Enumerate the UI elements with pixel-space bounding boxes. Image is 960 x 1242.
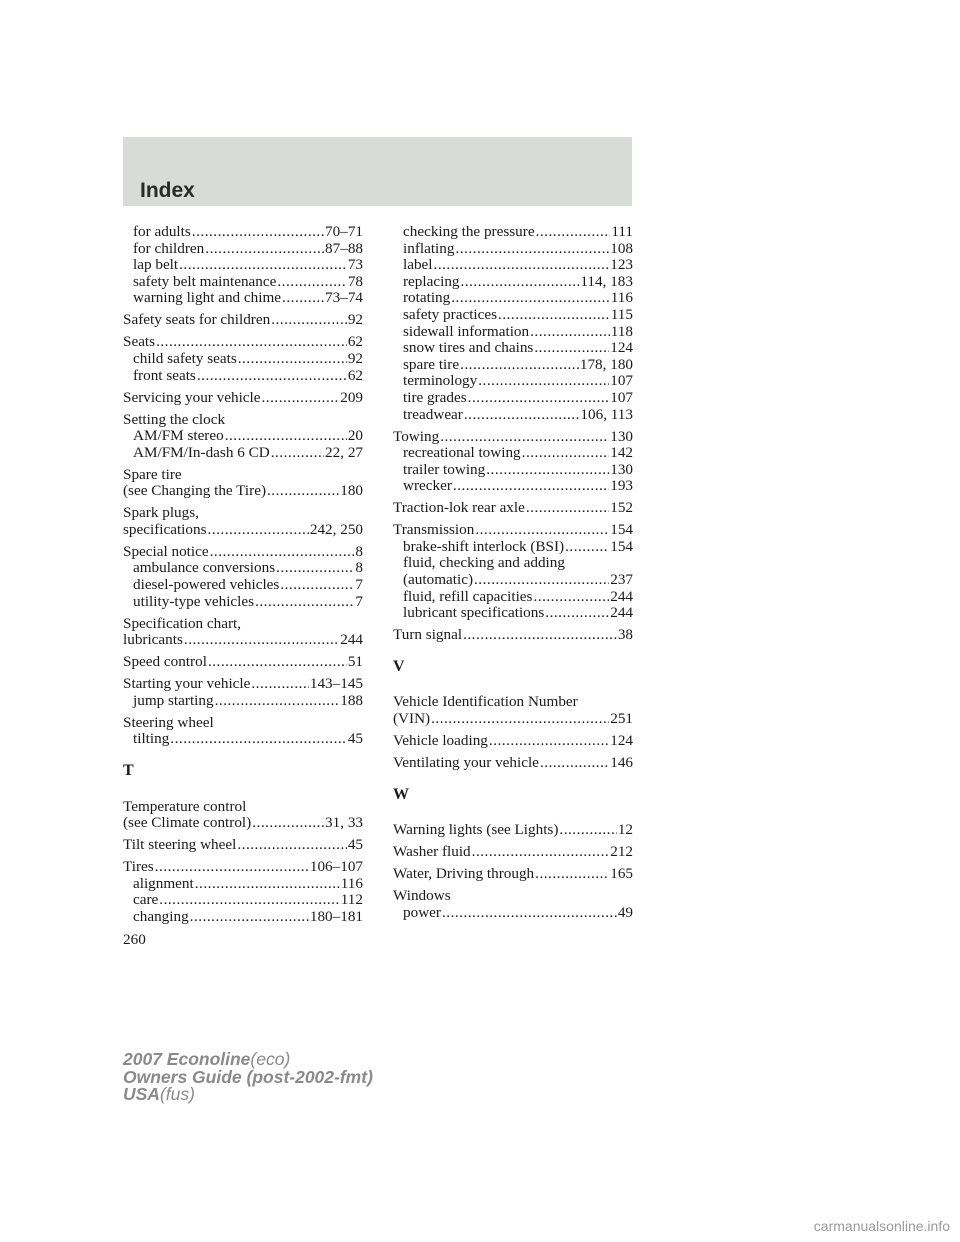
page-reference: 115	[610, 305, 633, 323]
page-reference: 7	[355, 592, 363, 610]
dot-leader	[486, 462, 609, 479]
dot-leader	[159, 892, 340, 909]
dot-leader	[267, 483, 339, 500]
index-entry	[393, 522, 633, 622]
index-entry-line	[123, 390, 363, 407]
entry-text: checking the pressure	[403, 223, 535, 240]
page-reference: 251	[610, 710, 633, 727]
page-reference: 154	[610, 537, 633, 555]
dot-leader	[251, 676, 308, 693]
entry-text: lubricants	[123, 631, 183, 649]
entry-text: spare tire	[403, 355, 460, 373]
entry-text: AM/FM/In-dash 6 CD	[133, 443, 270, 461]
index-entry	[123, 224, 363, 307]
entry-text: diesel-powered vehicles	[133, 576, 280, 594]
index-subentry-line	[393, 274, 633, 291]
index-subentry-line	[393, 373, 633, 390]
entry-text: Ventilating your vehicle	[393, 753, 539, 771]
index-entry	[123, 715, 363, 748]
dot-leader	[498, 307, 610, 324]
index-entry	[393, 733, 633, 750]
entry-text: Vehicle loading	[393, 731, 488, 749]
entry-text: child safety seats	[133, 349, 237, 367]
section-letter: V	[393, 657, 405, 675]
entry-text: alignment	[133, 874, 194, 892]
index-subentry-line	[393, 324, 633, 341]
page-reference: 152	[610, 499, 633, 517]
index-entry	[393, 500, 633, 517]
page-reference: 124	[610, 731, 633, 749]
index-subentry-line	[123, 909, 363, 926]
page-title: Index	[140, 179, 195, 202]
index-subentry-line	[123, 577, 363, 594]
page-reference: 124	[610, 339, 633, 357]
index-subentry-line	[393, 307, 633, 324]
section-letter: W	[393, 785, 409, 803]
index-subentry-line	[123, 290, 363, 307]
page-reference: 70–71	[325, 223, 363, 240]
entry-text: label	[403, 256, 433, 274]
entry-text: rotating	[403, 289, 451, 307]
index-subentry-line	[393, 390, 633, 407]
page-reference: 45	[347, 730, 363, 748]
index-subentry-line	[393, 290, 633, 307]
page-reference: 87–88	[325, 239, 363, 257]
entry-text: changing	[133, 907, 189, 925]
entry-text: warning light and chime	[133, 289, 282, 307]
page-reference: 116	[610, 289, 633, 307]
index-entry	[393, 694, 633, 727]
page-reference: 244	[610, 604, 633, 622]
entry-text: Water, Driving through	[393, 865, 535, 883]
entry-text: terminology	[403, 372, 478, 390]
page-reference: 107	[610, 372, 633, 390]
entry-text: front seats	[133, 366, 196, 384]
page-reference: 108	[610, 239, 633, 257]
dot-leader	[210, 544, 355, 561]
index-entry-line	[393, 500, 633, 517]
entry-text: snow tires and chains	[403, 339, 534, 357]
index-entry	[123, 390, 363, 407]
index-entry-line	[123, 483, 363, 500]
index-subentry-line	[123, 594, 363, 611]
dot-leader	[184, 632, 339, 649]
index-entry	[393, 429, 633, 495]
page-reference: 20	[347, 427, 363, 445]
dot-leader	[271, 445, 324, 462]
page-reference: 154	[610, 521, 633, 539]
dot-leader	[536, 224, 611, 241]
page-reference: 244	[340, 631, 363, 649]
dot-leader	[277, 274, 346, 291]
dot-leader	[179, 257, 347, 274]
entry-text: Specification chart,	[123, 614, 242, 632]
index-entry-line	[123, 312, 363, 329]
entry-text: Warning lights (see Lights)	[393, 821, 559, 839]
page-reference: 62	[347, 333, 363, 351]
index-subentry-line	[393, 224, 633, 241]
index-entry-line	[123, 799, 363, 816]
dot-leader	[540, 755, 609, 772]
index-subentry-line	[393, 539, 633, 556]
index-subentry-line	[123, 892, 363, 909]
index-entry	[393, 224, 633, 423]
index-entry-line	[123, 859, 363, 876]
entry-text: jump starting	[133, 691, 214, 709]
page-reference: 142	[610, 444, 633, 462]
index-entry-line	[123, 505, 363, 522]
entry-text: Servicing your vehicle	[123, 388, 261, 406]
page-reference: 143–145	[309, 675, 363, 693]
dot-leader	[451, 290, 610, 307]
page-reference: 12	[617, 821, 633, 839]
index-subentry-line	[393, 478, 633, 495]
dot-leader	[252, 815, 324, 832]
index-entry-line	[123, 654, 363, 671]
dot-leader	[455, 241, 609, 258]
entry-text: wrecker	[403, 477, 452, 495]
dot-leader	[156, 334, 347, 351]
index-subentry-line	[123, 274, 363, 291]
dot-leader	[440, 429, 609, 446]
dot-leader	[453, 478, 609, 495]
index-entry	[123, 505, 363, 538]
dot-leader	[276, 560, 354, 577]
dot-leader	[442, 905, 617, 922]
dot-leader	[192, 224, 324, 241]
index-entry	[393, 627, 633, 644]
page-reference: 193	[610, 477, 633, 495]
entry-text: Tilt steering wheel	[123, 836, 237, 854]
index-subentry-line	[123, 241, 363, 258]
page-reference: 8	[355, 559, 363, 577]
footer-guide: Owners Guide (post-2002-fmt)	[123, 1066, 373, 1087]
page-reference: 107	[610, 388, 633, 406]
page-reference: 165	[610, 865, 633, 883]
page-reference: 38	[617, 626, 633, 644]
entry-text: Washer fluid	[393, 843, 471, 861]
dot-leader	[262, 390, 340, 407]
dot-leader	[282, 290, 324, 307]
page-reference: 62	[347, 366, 363, 384]
index-entry	[393, 844, 633, 861]
page-number: 260	[123, 931, 146, 948]
entry-text: tilting	[133, 730, 170, 748]
page-reference: 111	[611, 223, 633, 240]
index-entry-line	[123, 676, 363, 693]
entry-text: inflating	[403, 239, 455, 257]
entry-text: Turn signal	[393, 626, 463, 644]
index-entry	[123, 859, 363, 925]
page-reference: 146	[610, 753, 633, 771]
footer-market: USA	[123, 1084, 160, 1104]
entry-text: Setting the clock	[123, 410, 226, 428]
index-entry-line	[393, 733, 633, 750]
dot-leader	[475, 522, 609, 539]
entry-text: treadwear	[403, 405, 463, 423]
index-entry-line	[123, 815, 363, 832]
index-subentry-line	[393, 445, 633, 462]
entry-text: Seats	[123, 333, 156, 351]
entry-text: utility-type vehicles	[133, 592, 255, 610]
entry-text: replacing	[403, 272, 460, 290]
dot-leader	[464, 407, 580, 424]
dot-leader	[535, 866, 609, 883]
entry-text: sidewall information	[403, 322, 530, 340]
dot-leader	[463, 627, 617, 644]
index-subentry-line	[393, 905, 633, 922]
entry-text: Traction-lok rear axle	[393, 499, 525, 517]
index-entry	[123, 334, 363, 384]
dot-leader	[431, 711, 609, 728]
index-subentry-line	[393, 241, 633, 258]
entry-text: trailer towing	[403, 460, 486, 478]
dot-leader	[468, 390, 610, 407]
entry-text: Speed control	[123, 653, 207, 671]
page-reference: 45	[347, 836, 363, 854]
entry-text: safety practices	[403, 305, 498, 323]
dot-leader	[170, 731, 347, 748]
index-entry-line	[123, 616, 363, 633]
dot-leader	[195, 876, 340, 893]
entry-text: Windows	[393, 887, 451, 905]
entry-text: (see Changing the Tire)	[123, 482, 266, 500]
index-subentry-line	[123, 445, 363, 462]
index-subentry-line	[393, 572, 633, 589]
index-entry-line	[393, 844, 633, 861]
index-subentry-line	[393, 407, 633, 424]
index-entry	[123, 837, 363, 854]
index-entry	[123, 312, 363, 329]
index-entry-line	[393, 429, 633, 446]
dot-leader	[461, 274, 580, 291]
dot-leader	[489, 733, 609, 750]
page-reference: 123	[610, 256, 633, 274]
index-entry-line	[123, 522, 363, 539]
entry-text: Safety seats for children	[123, 311, 271, 329]
index-entry-line	[393, 755, 633, 772]
dot-leader	[434, 257, 610, 274]
dot-leader	[472, 844, 610, 861]
page-reference: 242, 250	[309, 520, 363, 538]
entry-text: ambulance conversions	[133, 559, 276, 577]
index-subentry-line	[393, 555, 633, 572]
entry-text: Vehicle Identification Number	[393, 693, 578, 711]
dot-leader	[526, 500, 609, 517]
entry-text: Steering wheel	[123, 713, 214, 731]
page-reference: 73	[347, 256, 363, 274]
page-reference: 212	[610, 843, 633, 861]
index-entry	[393, 888, 633, 921]
footer-imprint	[123, 1051, 373, 1104]
index-entry-line	[393, 627, 633, 644]
page-reference: 188	[340, 691, 363, 709]
index-entry-line	[393, 711, 633, 728]
dot-leader	[197, 368, 347, 385]
page-reference: 92	[347, 311, 363, 329]
index-entry	[123, 676, 363, 709]
page-reference: 31, 33	[325, 814, 363, 832]
index-entry-line	[123, 544, 363, 561]
page-reference: 106–107	[309, 858, 363, 876]
watermark: carmanualsonline.info	[813, 1218, 950, 1234]
index-subentry-line	[393, 462, 633, 479]
page-reference: 237	[610, 571, 633, 589]
dot-leader	[205, 241, 324, 258]
dot-leader	[225, 428, 347, 445]
header-band	[123, 137, 632, 206]
page-reference: 92	[347, 349, 363, 367]
entry-text: Transmission	[393, 521, 475, 539]
index-subentry-line	[393, 605, 633, 622]
entry-text: lap belt	[133, 256, 179, 274]
index-subentry-line	[123, 428, 363, 445]
entry-text: Towing	[393, 427, 440, 445]
index-subentry-line	[123, 257, 363, 274]
index-subentry-line	[393, 340, 633, 357]
dot-leader	[478, 373, 609, 390]
page-reference: 78	[347, 272, 363, 290]
dot-leader	[559, 822, 616, 839]
index-subentry-line	[123, 560, 363, 577]
index-subentry-line	[123, 224, 363, 241]
index-entry-line	[123, 837, 363, 854]
page-reference: 244	[610, 587, 633, 605]
dot-leader	[545, 605, 609, 622]
index-entry-line	[393, 522, 633, 539]
index-subentry-line	[123, 693, 363, 710]
entry-text: brake-shift interlock (BSI)	[403, 537, 565, 555]
dot-leader	[237, 837, 346, 854]
dot-leader	[208, 522, 309, 539]
index-subentry-line	[393, 589, 633, 606]
page-reference: 178, 180	[579, 355, 633, 373]
page-reference: 116	[340, 874, 363, 892]
index-entry-line	[393, 866, 633, 883]
page-reference: 130	[610, 460, 633, 478]
index-entry	[393, 755, 633, 772]
page-reference: 7	[355, 576, 363, 594]
index-entry-line	[123, 467, 363, 484]
footer-model: 2007 Econoline	[123, 1049, 251, 1069]
index-subentry-line	[393, 257, 633, 274]
entry-text: (see Climate control)	[123, 814, 252, 832]
dot-leader	[522, 445, 610, 462]
section-letter: T	[123, 761, 134, 779]
entry-text: recreational towing	[403, 444, 521, 462]
index-subentry-line	[393, 357, 633, 374]
page-reference: 49	[617, 903, 633, 921]
dot-leader	[534, 340, 609, 357]
index-entry	[393, 866, 633, 883]
dot-leader	[215, 693, 340, 710]
page-reference: 180–181	[309, 907, 363, 925]
dot-leader	[155, 859, 309, 876]
entry-text: Spark plugs,	[123, 504, 199, 522]
dot-leader	[533, 589, 609, 606]
entry-text: (automatic)	[403, 571, 473, 589]
index-subentry-line	[123, 876, 363, 893]
index-entry	[393, 822, 633, 839]
page-reference: 106, 113	[580, 405, 633, 423]
footer-model-code: (eco)	[250, 1049, 291, 1069]
page-reference: 209	[340, 388, 363, 406]
page-reference: 22, 27	[325, 443, 363, 461]
entry-text: fluid, checking and adding	[403, 554, 565, 572]
index-entry	[123, 544, 363, 610]
page-reference: 112	[340, 891, 363, 909]
page-reference: 118	[610, 322, 633, 340]
page-reference: 180	[340, 482, 363, 500]
entry-text: fluid, refill capacities	[403, 587, 533, 605]
entry-text: care	[133, 891, 159, 909]
index-entry-line	[393, 822, 633, 839]
page-reference: 73–74	[325, 289, 363, 307]
index-entry-line	[123, 715, 363, 732]
entry-text: Spare tire	[123, 465, 182, 483]
page-reference: 130	[610, 427, 633, 445]
footer-market-code: (fus)	[159, 1084, 195, 1104]
dot-leader	[565, 539, 609, 556]
index-entry	[123, 654, 363, 671]
dot-leader	[238, 351, 347, 368]
dot-leader	[208, 654, 347, 671]
entry-text: Temperature control	[123, 797, 247, 815]
entry-text: safety belt maintenance	[133, 272, 277, 290]
dot-leader	[530, 324, 610, 341]
dot-leader	[255, 594, 354, 611]
entry-text: power	[403, 903, 441, 921]
index-entry	[123, 412, 363, 462]
index-entry-line	[393, 888, 633, 905]
index-column-right	[393, 224, 633, 927]
page-reference: 8	[355, 542, 363, 560]
index-subentry-line	[123, 731, 363, 748]
dot-leader	[271, 312, 347, 329]
entry-text: Tires	[123, 858, 154, 876]
index-entry-line	[393, 694, 633, 711]
entry-text: tire grades	[403, 388, 467, 406]
dot-leader	[190, 909, 309, 926]
dot-leader	[460, 357, 579, 374]
dot-leader	[280, 577, 354, 594]
entry-text: Special notice	[123, 542, 209, 560]
index-subentry-line	[123, 368, 363, 385]
index-entry-line	[123, 412, 363, 429]
entry-text: AM/FM stereo	[133, 427, 224, 445]
entry-text: for children	[133, 239, 205, 257]
index-subentry-line	[123, 351, 363, 368]
index-entry	[123, 467, 363, 500]
dot-leader	[474, 572, 609, 589]
page-reference: 114, 183	[580, 272, 633, 290]
entry-text: lubricant specifications	[403, 604, 545, 622]
index-column-left	[123, 224, 363, 931]
entry-text: (VIN)	[393, 710, 431, 727]
page-reference: 51	[347, 653, 363, 671]
entry-text: for adults	[133, 223, 191, 240]
entry-text: Starting your vehicle	[123, 675, 251, 693]
entry-text: specifications	[123, 520, 207, 538]
index-entry	[123, 616, 363, 649]
index-entry-line	[123, 334, 363, 351]
index-entry	[123, 799, 363, 832]
index-entry-line	[123, 632, 363, 649]
